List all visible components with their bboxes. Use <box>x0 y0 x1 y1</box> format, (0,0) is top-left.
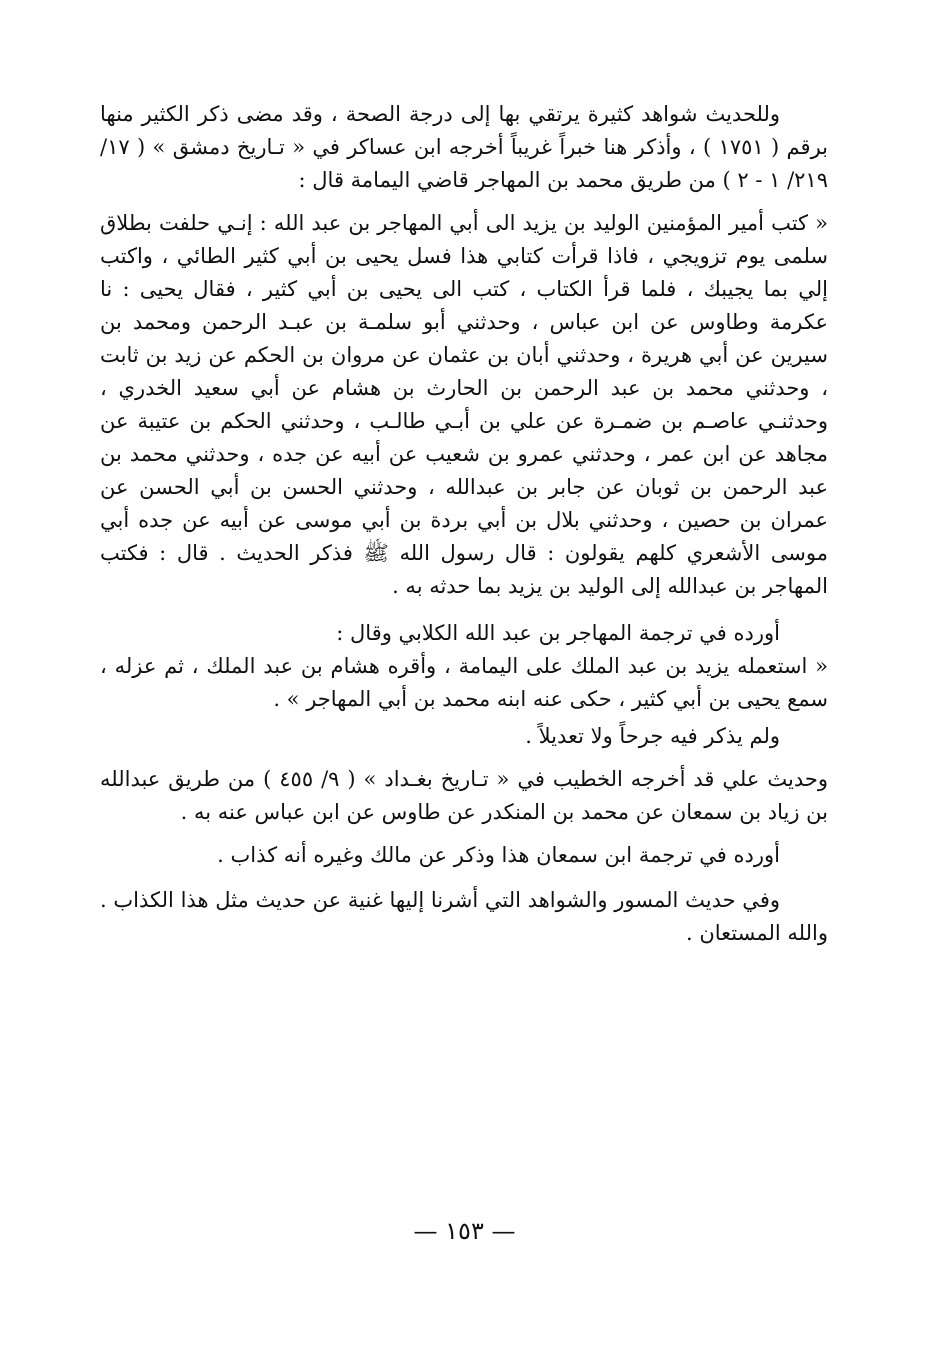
paragraph-biography-quote: « استعمله يزيد بن عبد الملك على اليمامة ، وأقره هشام بن عبد الملك ، ثم عزله ، سمع يحيى بن أبي كثير ، حكى عنه ابنه محمد بن أبي المهاجر » . <box>100 654 828 711</box>
paragraph-ali-hadith: وحديث علي قد أخرجه الخطيب في « تـاريخ بغـداد » ( ٩/ ٤٥٥ ) من طريق عبدالله بن زياد بن سمعان عن محمد بن المنكدر عن طاوس عن ابن عباس عنه به . <box>100 767 828 824</box>
paragraph-intro: وللحديث شواهد كثيرة يرتقي بها إلى درجة الصحة ، وقد مضى ذكر الكثير منها برقم ( ١٧٥١ ) ، وأذكر هنا خبراً غريباً أخرجه ابن عساكر في « تـاريخ دمشق » ( ١٧/ ٢١٩/ ١ - ٢ ) من طريق محمد بن المهاجر قاضي اليمامة قال : <box>100 102 829 192</box>
page-number: — ١٥٣ — <box>413 1217 516 1245</box>
paragraph-no-criticism: ولم يذكر فيه جرحاً ولا تعديلاً . <box>525 724 780 748</box>
paragraph-ibn-samaan: أورده في ترجمة ابن سمعان هذا وذكر عن مالك وغيره أنه كذاب . <box>217 843 780 867</box>
paragraph-quoted-report: « كتب أمير المؤمنين الوليد بن يزيد الى أبي المهاجر بن عبد الله : إنـي حلفت بطلاق سلمى يوم تزويجي ، فاذا قرأت كتابي هذا فسل يحيى بن أبي كثير الطائي ، واكتب إلي بما يجيبك ، فلما قرأ الكتاب ، كتب الى يحيى بن أبي كثير ، فقال يحيى : نا عكرمة وطاوس عن ابن عباس ، وحدثني أبو سلمـة بن عبـد الرحمن ومحمد بن سيرين عن أبي هريرة ، وحدثني أبان بن عثمان عن مروان بن الحكم عن زيد بن ثابت ، وحدثني محمد بن عبد الرحمن بن الحارث بن هشام عن أبي سعيد الخدري ، وحدثنـي عاصـم بن ضمـرة عن علي بن أبـي طالـب ، وحدثني الحكم بن عتيبة عن مجاهد عن ابن عمر ، وحدثني عمرو بن شعيب عن أبيه عن جده ، وحدثني محمد بن عبد الرحمن بن ثوبان عن جابر بن عبدالله ، وحدثني الحسن بن أبي الحسن عن عمران بن حصين ، وحدثني بلال بن أبي بردة بن أبي موسى عن أبيه عن جده أبي موسى الأشعري كلهم يقولون : قال رسول الله ﷺ فذكر الحديث . قال : فكتب المهاجر بن عبدالله إلى الوليد بن يزيد بما حدثه به . <box>100 211 828 598</box>
page-body <box>100 98 828 950</box>
paragraph-source-note: أورده في ترجمة المهاجر بن عبد الله الكلابي وقال : <box>336 621 780 645</box>
paragraph-conclusion: وفي حديث المسور والشواهد التي أشرنا إليها غنية عن حديث مثل هذا الكذاب . والله المستعان . <box>100 888 828 945</box>
